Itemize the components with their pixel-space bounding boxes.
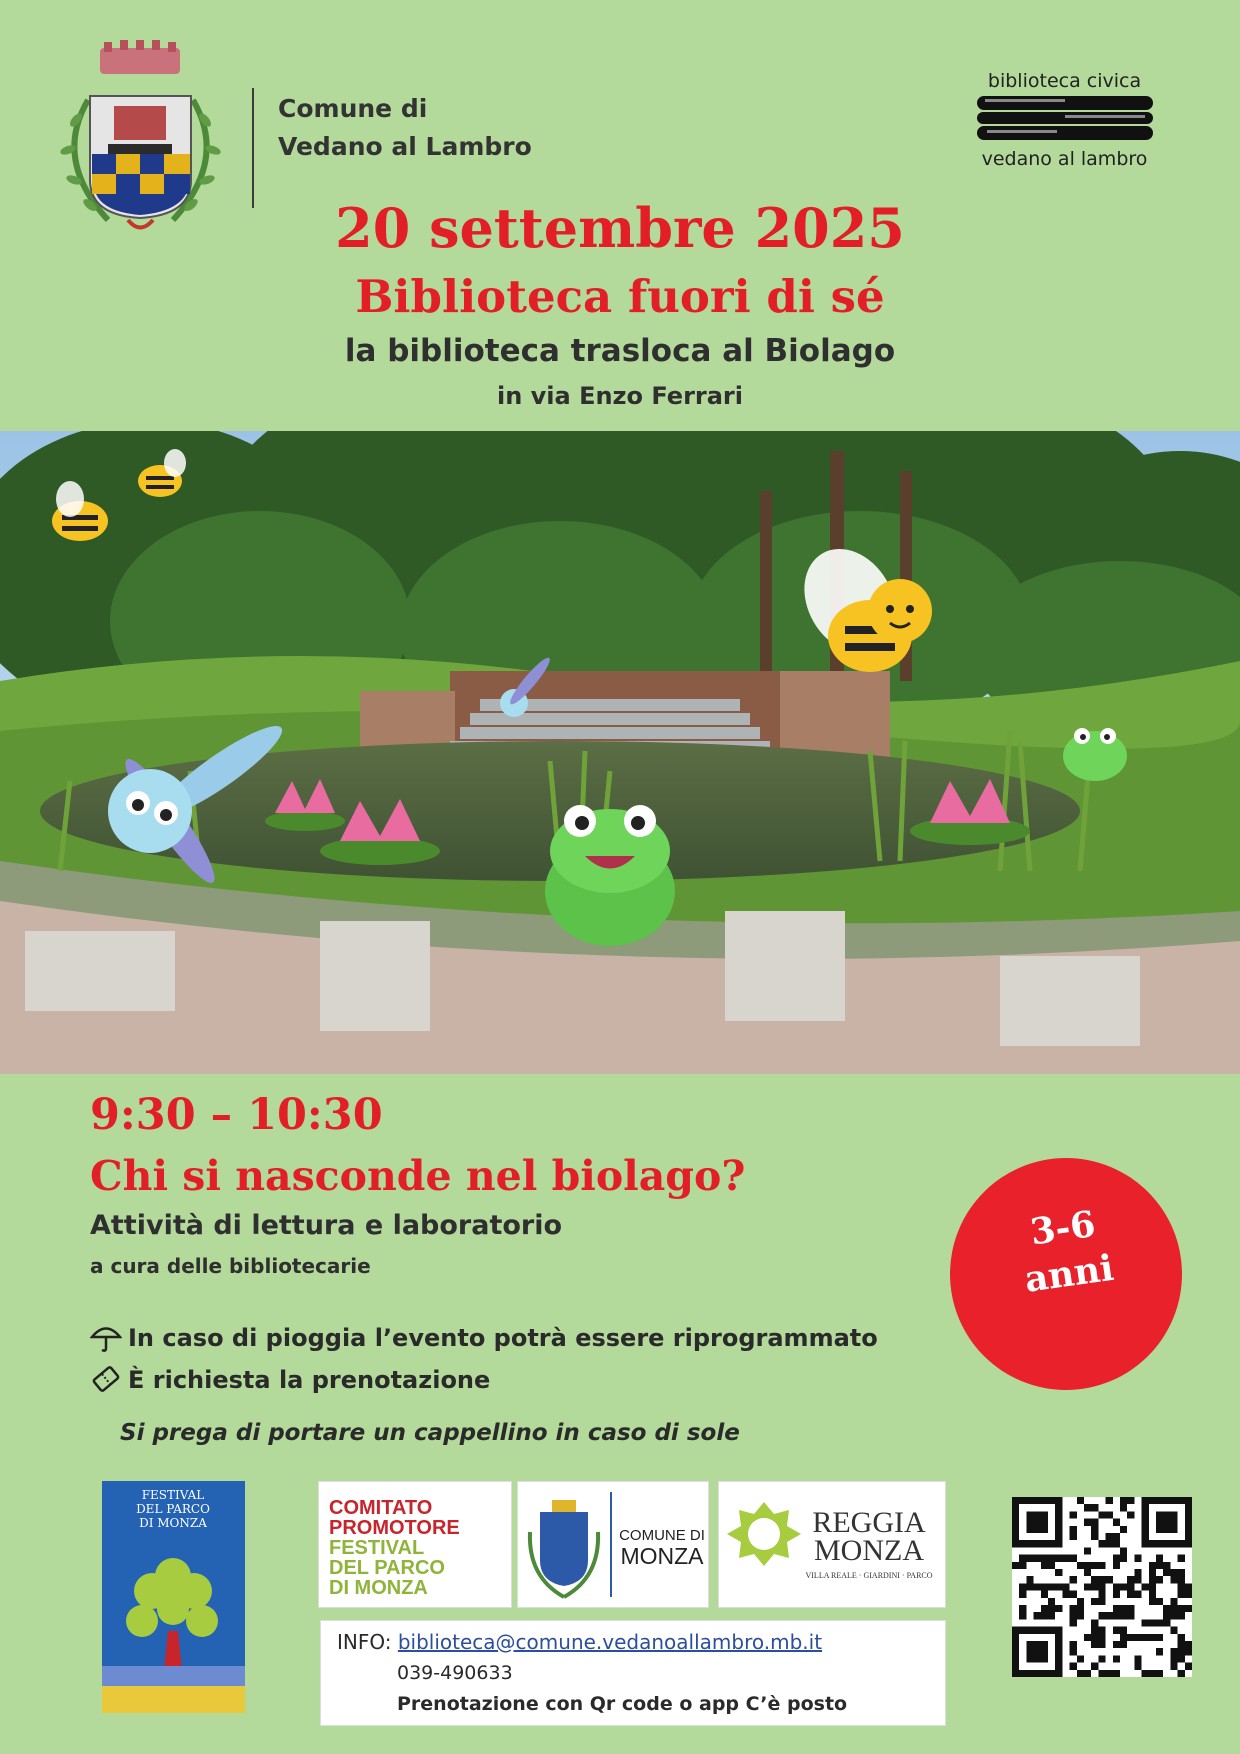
comitato-line-5: DI MONZA xyxy=(329,1577,428,1599)
reggia-di-monza-logo xyxy=(718,1481,946,1608)
info-line xyxy=(337,1630,822,1654)
frog xyxy=(545,805,675,946)
books-icon xyxy=(975,92,1155,144)
comitato-line-2: PROMOTORE xyxy=(329,1517,460,1539)
info-booking-note: Prenotazione con Qr code o app C’è posto xyxy=(397,1693,848,1715)
comitato-promotore-text xyxy=(329,1498,460,1598)
info-phone: 039-490633 xyxy=(397,1662,513,1684)
info-email-link[interactable]: biblioteca@comune.vedanoallambro.mb.it xyxy=(397,1630,823,1654)
library-logo-top-text: biblioteca civica xyxy=(987,70,1142,92)
comune-di-monza-logo xyxy=(517,1481,709,1608)
booking-note-text: È richiesta la prenotazione xyxy=(128,1366,491,1394)
library-logo xyxy=(972,70,1157,175)
rain-note xyxy=(90,1322,878,1354)
municipality-line-1: Comune di xyxy=(278,94,428,123)
event-location: in via Enzo Ferrari xyxy=(496,382,743,410)
poster-line-2: DEL PARCO xyxy=(136,1502,210,1516)
hat-note: Si prega di portare un cappellino in caso di sole xyxy=(120,1420,740,1446)
monza-line-2: MONZA xyxy=(620,1543,704,1569)
activity-description: Attività di lettura e laboratorio xyxy=(90,1210,563,1241)
biolago-park-image xyxy=(0,431,1240,1074)
age-unit: anni xyxy=(1022,1246,1117,1301)
monza-line-1: COMUNE DI xyxy=(619,1527,705,1544)
event-subtitle: la biblioteca trasloca al Biolago xyxy=(344,333,896,369)
rain-note-text: In caso di pioggia l’evento potrà essere riprogrammato xyxy=(128,1324,878,1352)
reggia-line-1: REGGIA xyxy=(812,1506,926,1539)
activity-time: 9:30 – 10:30 xyxy=(90,1090,383,1140)
library-logo-bottom-text: vedano al lambro xyxy=(981,148,1148,170)
qr-code[interactable] xyxy=(1012,1497,1192,1677)
event-date: 20 settembre 2025 xyxy=(335,196,905,260)
header-divider xyxy=(252,88,254,208)
comitato-line-1: COMITATO xyxy=(329,1497,433,1519)
reggia-line-2: MONZA xyxy=(814,1534,924,1567)
info-label: INFO: xyxy=(337,1630,392,1654)
activity-title: Chi si nasconde nel biolago? xyxy=(90,1152,746,1200)
comitato-line-4: DEL PARCO xyxy=(329,1557,445,1579)
reggia-line-3: VILLA REALE · GIARDINI · PARCO xyxy=(805,1571,933,1580)
activity-curator: a cura delle bibliotecarie xyxy=(90,1254,371,1278)
booking-note xyxy=(90,1364,490,1396)
ticket-icon xyxy=(90,1364,122,1396)
municipality-line-2: Vedano al Lambro xyxy=(278,132,532,161)
poster-line-3: DI MONZA xyxy=(139,1516,207,1530)
event-title: Biblioteca fuori di sé xyxy=(355,270,885,323)
festival-poster-logo xyxy=(102,1481,245,1713)
age-range: 3-6 xyxy=(1027,1202,1098,1254)
comitato-line-3: FESTIVAL xyxy=(329,1537,425,1559)
municipality-name xyxy=(278,90,532,166)
poster-line-1: FESTIVAL xyxy=(141,1488,205,1502)
umbrella-icon xyxy=(90,1322,122,1354)
